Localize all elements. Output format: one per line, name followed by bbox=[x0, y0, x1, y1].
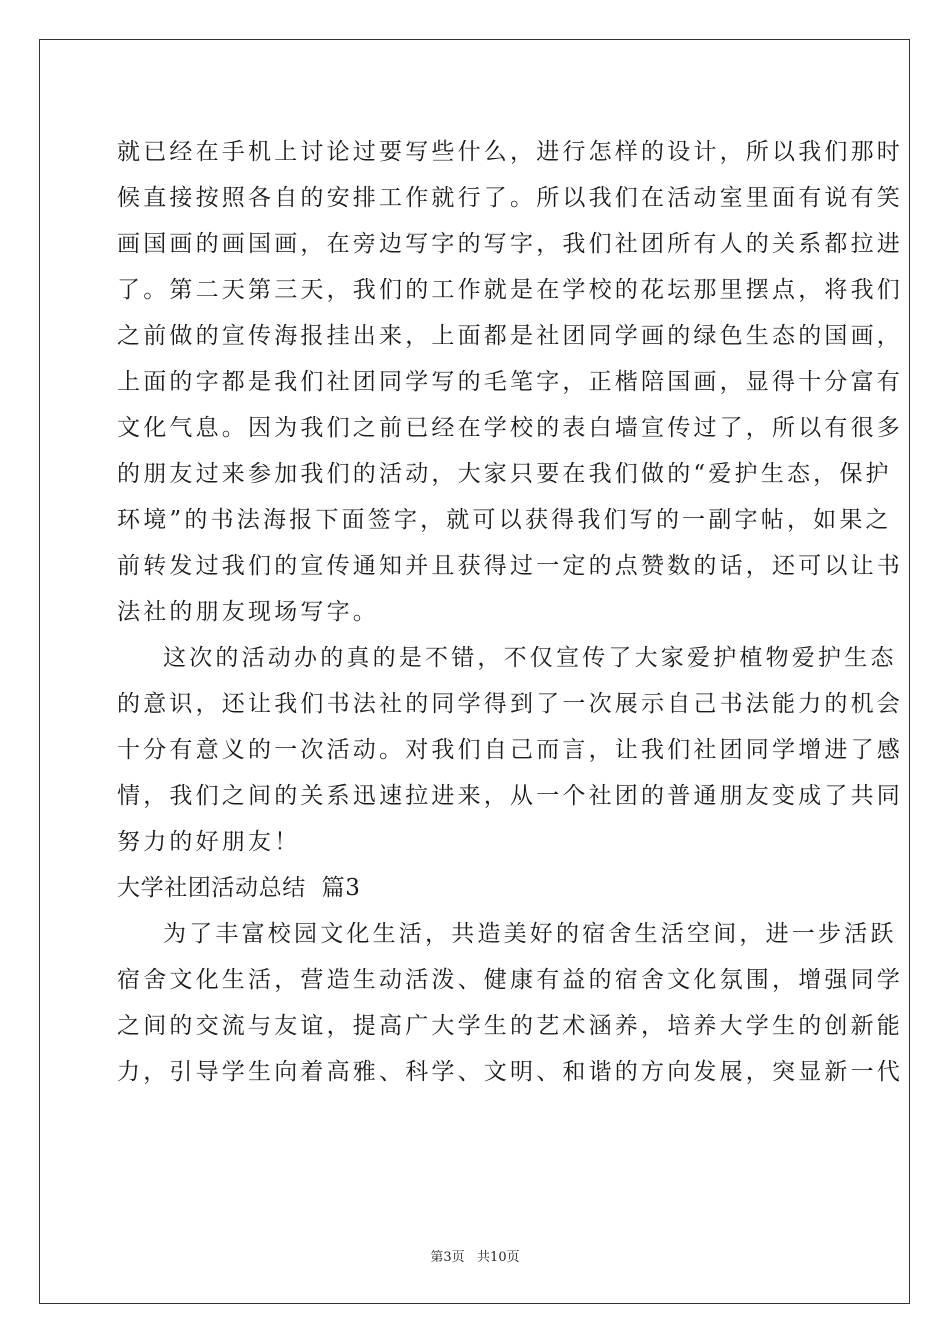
body-text-line: 之间的交流与友谊，提高广大学生的艺术涵养，培养大学生的创新能 bbox=[117, 1013, 903, 1039]
body-text-line: 画国画的画国画，在旁边写字的写字，我们社团所有人的关系都拉进 bbox=[117, 231, 903, 257]
body-text-line: 前转发过我们的宣传通知并且获得过一定的点赞数的话，还可以让书 bbox=[117, 553, 903, 579]
body-text-line: 之前做的宣传海报挂出来，上面都是社团同学画的绿色生态的国画， bbox=[117, 323, 903, 349]
page-number: 第3页 共10页 bbox=[430, 1250, 520, 1265]
body-text-line: 候直接按照各自的安排工作就行了。所以我们在活动室里面有说有笑 bbox=[117, 185, 903, 211]
body-text-line: 努力的好朋友！ bbox=[117, 829, 301, 855]
body-text-line: 宿舍文化生活，营造生动活泼、健康有益的宿舍文化氛围，增强同学 bbox=[117, 967, 903, 993]
body-text-line: 情，我们之间的关系迅速拉进来，从一个社团的普通朋友变成了共同 bbox=[117, 783, 903, 809]
body-text-line: 法社的朋友现场写字。 bbox=[117, 599, 379, 625]
body-text-line: 十分有意义的一次活动。对我们自己而言，让我们社团同学增进了感 bbox=[117, 737, 903, 763]
body-text-line: 了。第二天第三天，我们的工作就是在学校的花坛那里摆点，将我们 bbox=[117, 277, 903, 303]
body-text-line: 就已经在手机上讨论过要写些什么，进行怎样的设计，所以我们那时 bbox=[117, 139, 903, 165]
body-text-line: 上面的字都是我们社团同学写的毛笔字，正楷陪国画，显得十分富有 bbox=[117, 369, 903, 395]
body-text-line: 环境”的书法海报下面签字，就可以获得我们写的一副字帖，如果之 bbox=[117, 507, 892, 533]
body-text-line: 力，引导学生向着高雅、科学、文明、和谐的方向发展，突显新一代 bbox=[117, 1059, 903, 1085]
paragraph-first-line: 这次的活动办的真的是不错，不仅宣传了大家爱护植物爱护生态 bbox=[163, 645, 897, 671]
body-text-line: 的朋友过来参加我们的活动，大家只要在我们做的“爱护生态，保护 bbox=[117, 461, 892, 487]
section-heading: 大学社团活动总结 篇3 bbox=[117, 875, 361, 901]
body-text-line: 文化气息。因为我们之前已经在学校的表白墙宣传过了，所以有很多 bbox=[117, 415, 903, 441]
body-text-line: 的意识，还让我们书法社的同学得到了一次展示自己书法能力的机会 bbox=[117, 691, 903, 717]
paragraph-first-line: 为了丰富校园文化生活，共造美好的宿舍生活空间，进一步活跃 bbox=[163, 921, 897, 947]
